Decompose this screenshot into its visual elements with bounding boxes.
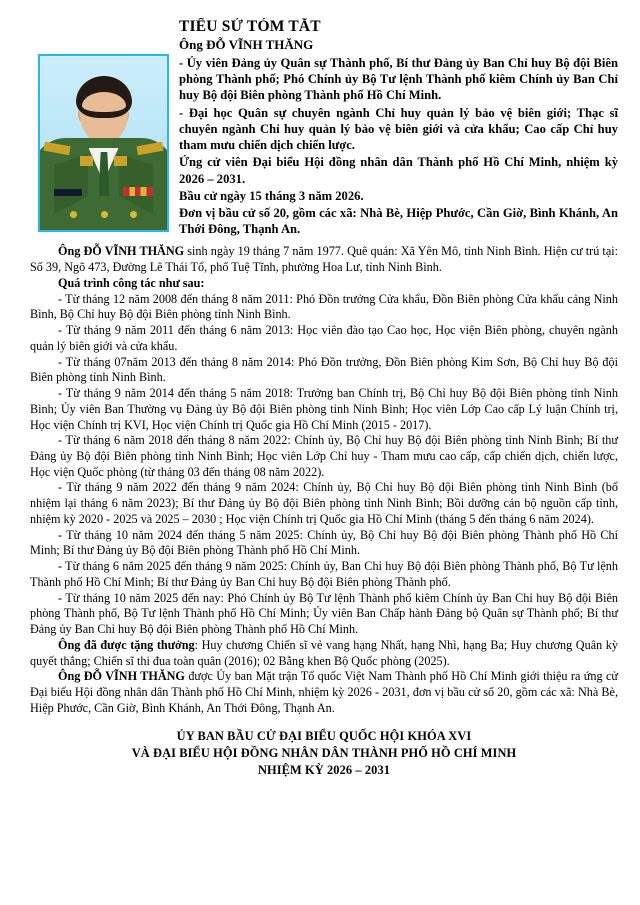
- portrait-name-tag: [54, 189, 82, 196]
- portrait-medal-ribbons: [123, 187, 153, 196]
- portrait-button: [101, 211, 108, 218]
- career-heading-label: Quá trình công tác như sau:: [58, 275, 205, 290]
- election-date-paragraph: Bầu cử ngày 15 tháng 3 năm 2026.: [179, 188, 364, 203]
- career-entry: - Từ tháng 07năm 2013 đến tháng 8 năm 2014: Phó Đồn trưởng, Đồn Biên phòng Kim Sơn, Bộ Chỉ huy Bộ đội Biên phòng tỉnh Ninh Bình.: [30, 354, 618, 385]
- portrait-photo: [38, 54, 169, 232]
- portrait-frame: [38, 54, 169, 232]
- subject-name: Ông ĐỖ VĨNH THĂNG: [179, 37, 314, 53]
- career-entry: - Từ tháng 12 năm 2008 đến tháng 8 năm 2011: Phó Đồn trưởng Cửa khẩu, Đồn Biên phòng Cửa khẩu cảng Ninh Bình, Bộ Chỉ huy Bộ đội Biên phòng tỉnh Ninh Bình.: [30, 291, 618, 322]
- portrait-hair: [76, 76, 132, 118]
- portrait-button: [70, 211, 77, 218]
- career-entry: - Từ tháng 9 năm 2022 đến tháng 9 năm 2024: Chính ủy, Bộ Chỉ huy Bộ đội Biên phòng tỉnh Ninh Bình (bổ nhiệm lại tháng 6 năm 2023); Bí thư Đảng ủy Bộ đội Biên phòng tỉnh Ninh Bình; Bồi dưỡng cán bộ nguồn cấp tỉnh, nhiệm kỳ 2020 - 2025 và 2025 – 2030 ; Học viện Chính trị Quốc gia Hồ Chí Minh (tháng 5 đến tháng 6 năm 2024).: [30, 480, 618, 526]
- nomination-paragraph: [30, 669, 618, 716]
- awards-text: : Huy chương Chiến sĩ vẻ vang hạng Nhất, hạng Nhì, hạng Ba; Huy chương Quân kỳ quyết thắng; Chiến sĩ thi đua toàn quân (2016); 02 Bằng khen Bộ Quốc phòng (2025).: [30, 637, 618, 668]
- career-entry: - Từ tháng 10 năm 2024 đến tháng 5 năm 2025: Chính ủy, Bộ Chỉ huy Bộ đội Biên phòng Thành phố Hồ Chí Minh; Bí thư Đảng ủy Bộ đội Biên phòng Thành phố Hồ Chí Minh.: [30, 527, 618, 558]
- portrait-button: [130, 211, 137, 218]
- career-entry: - Từ tháng 9 năm 2011 đến tháng 6 năm 2013: Học viên đào tạo Cao học, Học viện Biên phòng, chuyên ngành quản lý biên giới và cửa khẩu.: [30, 323, 618, 353]
- career-entry: - Từ tháng 10 năm 2025 đến nay: Phó Chính ủy Bộ Tư lệnh Thành phố kiêm Chính ủy Ban Chỉ huy Bộ đội Biên phòng Thành phố, Bộ Tư lệnh Thành phố Hồ Chí Minh; Ủy viên Ban Chấp hành Đảng bộ Quân sự Thành phố; Bí thư Đảng ủy Ban Chỉ huy Bộ đội Biên phòng Thành phố Hồ Chí Minh.: [30, 590, 618, 637]
- candidacy-paragraph: Ứng cử viên Đại biểu Hội đồng nhân dân Thành phố Hồ Chí Minh, nhiệm kỳ 2026 – 2031.: [179, 155, 618, 186]
- personal-birth-text: sinh ngày 19 tháng 7 năm 1977. Quê quán: Xã Yên Mô, tỉnh Ninh Bình. Hiện cư trú tại: Số 39, Ngõ 473, Đường Lê Thái Tổ, phố Tuệ Tĩnh, phường Hoa Lư, tỉnh Ninh Bình.: [30, 244, 618, 275]
- portrait-collar-insignia-left: [80, 156, 93, 166]
- career-entry: - Từ tháng 6 năm 2025 đến tháng 9 năm 2025: Chính ủy, Ban Chỉ huy Bộ đội Biên phòng Thành phố, Bộ Tư lệnh Thành phố Hồ Chí Minh; Bí thư Đảng ủy Ban Chỉ huy Bộ đội Biên phòng Thành phố.: [30, 559, 618, 589]
- nomination-text: được Ủy ban Mặt trận Tổ quốc Việt Nam Thành phố Hồ Chí Minh giới thiệu ra ứng cử Đại biểu Hội đồng nhân dân Thành phố Hồ Chí Minh, nhiệm kỳ 2026 - 2031, đơn vị bầu cử số 20, gồm các xã: Nhà Bè, Hiệp Phước, Cần Giờ, Bình Khánh, An Thới Đông, Thạnh An.: [30, 669, 618, 715]
- footer-line-2: VÀ ĐẠI BIỂU HỘI ĐỒNG NHÂN DÂN THÀNH PHỐ HỒ CHÍ MINH: [131, 746, 517, 761]
- footer-block: [30, 728, 618, 778]
- body-block: [30, 238, 618, 716]
- career-entry: - Từ tháng 6 năm 2018 đến tháng 8 năm 2022: Chính ủy, Bộ Chỉ huy Bộ đội Biên phòng tỉnh Ninh Bình; Bí thư Đảng ủy Bộ đội Biên phòng tỉnh Ninh Bình; Học viên Lớp Chỉ huy - Tham mưu cao cấp, cấp chiến dịch, chiến lược, Học viện Quốc phòng (từ tháng 03 đến tháng 08 năm 2022).: [30, 433, 618, 479]
- position-paragraph-2: - Đại học Quân sự chuyên ngành Chỉ huy quản lý bảo vệ biên giới; Thạc sĩ chuyên ngành Chỉ huy quản lý bảo vệ biên giới và cửa khẩu; Cao cấp Chỉ huy tham mưu chiến dịch chiến lược.: [179, 105, 618, 153]
- header-block: [30, 18, 618, 238]
- portrait-collar-insignia-right: [114, 156, 127, 166]
- awards-paragraph: [30, 638, 618, 669]
- personal-info-paragraph: [30, 244, 618, 275]
- career-entry: - Từ tháng 9 năm 2014 đến tháng 5 năm 2018: Trưởng ban Chính trị, Bộ Chỉ huy Bộ đội Biên phòng tỉnh Ninh Bình; Ủy viên Ban Thường vụ Đảng ủy Bộ đội Biên phòng tỉnh Ninh Bình; Học viên Lớp Cao cấp Lý luận Chính trị, Học viện Chính trị KVI, Học viện Chính trị Quốc gia Hồ Chí Minh (2015 - 2017).: [30, 386, 618, 432]
- page-title: TIỂU SỬ TÓM TẮT: [179, 18, 321, 35]
- footer-line-3: NHIỆM KỲ 2026 – 2031: [257, 762, 391, 777]
- header-text: [179, 18, 618, 238]
- position-paragraph-1: - Ủy viên Đảng ủy Quân sự Thành phố, Bí thư Đảng ủy Ban Chỉ huy Bộ đội Biên phòng Thành phố; Phó Chính ủy Bộ Tư lệnh Thành phố kiêm Chính ủy Ban Chỉ huy Bộ đội Biên phòng Thành phố Hồ Chí Minh.: [179, 55, 618, 103]
- awards-label: Ông đã được tặng thưởng: [58, 637, 195, 652]
- footer-line-1: ỦY BAN BẦU CỬ ĐẠI BIỂU QUỐC HỘI KHÓA XVI: [176, 729, 472, 744]
- constituency-paragraph: Đơn vị bầu cử số 20, gồm các xã: Nhà Bè, Hiệp Phước, Cần Giờ, Bình Khánh, An Thới Đông, Thạnh An.: [179, 205, 618, 237]
- career-heading: [30, 276, 618, 292]
- nomination-name: Ông ĐỖ VĨNH THĂNG: [58, 669, 185, 684]
- personal-name: Ông ĐỖ VĨNH THĂNG: [58, 244, 185, 259]
